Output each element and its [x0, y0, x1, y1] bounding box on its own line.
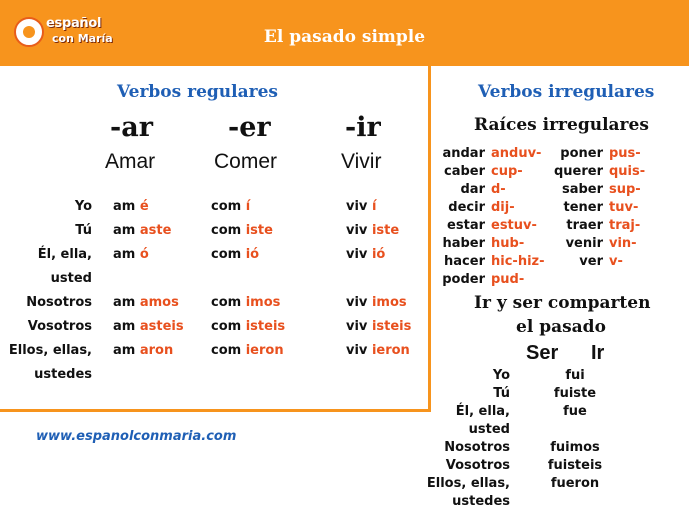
irr-inf-dar: dar: [460, 182, 485, 197]
header-bar: [0, 0, 689, 66]
logo-text-line2: con María: [52, 32, 113, 45]
irregular-roots-title: Raíces irregulares: [474, 115, 649, 135]
conj-amar-yo: am é: [113, 199, 149, 214]
conj-comer-el: com ió: [211, 247, 260, 262]
conj-vivir-vosotros: viv isteis: [346, 319, 412, 334]
irr-root-andar: anduv-: [491, 146, 542, 161]
pronoun-tu: Tú: [75, 223, 92, 238]
pronoun-ellos: Ellos, ellas,: [8, 343, 92, 358]
irr-inf-haber: haber: [442, 236, 485, 251]
irr-inf-saber: saber: [561, 182, 603, 197]
ser-pronoun-ellos: Ellos, ellas,: [426, 476, 510, 491]
pronoun-vosotros: Vosotros: [27, 319, 92, 334]
ending-ar: -ar: [110, 112, 153, 143]
irr-inf-hacer: hacer: [444, 254, 485, 269]
conj-amar-tu: am aste: [113, 223, 172, 238]
conj-comer-tu: com iste: [211, 223, 273, 238]
ending-er: -er: [228, 112, 271, 143]
conj-vivir-el: viv ió: [346, 247, 386, 262]
conj-vivir-yo: viv í: [346, 199, 377, 214]
page-title: El pasado simple: [263, 27, 426, 47]
conj-comer-ellos: com ieron: [211, 343, 284, 358]
ser-label: Ser: [526, 342, 559, 364]
irr-inf-traer: traer: [566, 218, 603, 233]
ir-label: Ir: [591, 342, 605, 364]
irr-inf-querer: querer: [553, 164, 603, 179]
verb-vivir: Vivir: [341, 150, 382, 173]
conj-comer-yo: com í: [211, 199, 251, 214]
irr-inf-andar: andar: [442, 146, 485, 161]
ser-form-tu: fuiste: [553, 386, 597, 401]
ser-pronoun-yo: Yo: [492, 368, 510, 383]
pronoun-yo: Yo: [74, 199, 92, 214]
irr-root-saber: sup-: [609, 182, 641, 197]
irr-inf-estar: estar: [447, 218, 485, 233]
conj-amar-vosotros: am asteis: [113, 319, 184, 334]
irregular-verbs-title: Verbos irregulares: [478, 82, 655, 102]
ser-form-nosotros: fuimos: [550, 440, 600, 455]
irr-root-ver: v-: [609, 254, 623, 269]
irr-root-decir: dij-: [491, 200, 515, 215]
regular-verbs-title: Verbos regulares: [117, 82, 278, 102]
ser-form-vosotros: fuisteis: [547, 458, 603, 473]
irr-root-traer: traj-: [609, 218, 641, 233]
conj-amar-ellos: am aron: [113, 343, 174, 358]
ser-pronoun-vosotros: Vosotros: [445, 458, 510, 473]
conj-comer-vosotros: com isteis: [211, 319, 286, 334]
conj-amar-el: am ó: [113, 247, 149, 262]
ser-pronoun-el: Él, ella,: [455, 404, 510, 419]
ending-ir: -ir: [345, 112, 381, 143]
ser-form-yo: fui: [565, 368, 585, 383]
conj-vivir-nosotros: viv imos: [346, 295, 407, 310]
ir-ser-title-line1: Ir y ser comparten: [474, 293, 651, 313]
conj-amar-nosotros: am amos: [113, 295, 179, 310]
irr-inf-tener: tener: [563, 200, 603, 215]
irr-root-estar: estuv-: [491, 218, 537, 233]
conj-vivir-tu: viv iste: [346, 223, 400, 238]
pronoun-usted: usted: [50, 271, 92, 286]
irr-root-haber: hub-: [491, 236, 525, 251]
conj-comer-nosotros: com imos: [211, 295, 281, 310]
logo-text-line1: español: [46, 16, 102, 31]
ser-form-ellos: fueron: [550, 476, 600, 491]
pronoun-nosotros: Nosotros: [26, 295, 92, 310]
ser-pronoun-usted: usted: [468, 422, 510, 437]
irr-root-caber: cup-: [491, 164, 523, 179]
irr-root-poner: pus-: [609, 146, 641, 161]
irr-inf-poder: poder: [442, 272, 485, 287]
irr-root-querer: quis-: [609, 164, 646, 179]
irr-root-hacer: hic-hiz-: [491, 254, 545, 269]
irr-inf-venir: venir: [565, 236, 603, 251]
verb-amar: Amar: [105, 150, 156, 173]
conj-vivir-ellos: viv ieron: [346, 343, 410, 358]
irr-inf-poner: poner: [560, 146, 603, 161]
website-link[interactable]: www.espanolconmaria.com: [36, 429, 237, 444]
pronoun-ustedes: ustedes: [34, 367, 92, 382]
irr-root-poder: pud-: [491, 272, 525, 287]
ser-pronoun-nosotros: Nosotros: [444, 440, 510, 455]
ser-pronoun-tu: Tú: [493, 386, 510, 401]
ser-pronoun-ustedes: ustedes: [452, 494, 510, 509]
verb-comer: Comer: [214, 150, 278, 173]
ir-ser-title-line2: el pasado: [516, 317, 606, 337]
irr-inf-ver: ver: [579, 254, 603, 269]
pronoun-el: Él, ella,: [37, 247, 92, 262]
irr-inf-decir: decir: [448, 200, 485, 215]
ser-form-el: fue: [563, 404, 587, 419]
irr-root-tener: tuv-: [609, 200, 639, 215]
irr-root-venir: vin-: [609, 236, 637, 251]
irr-inf-caber: caber: [443, 164, 485, 179]
irr-root-dar: d-: [491, 182, 506, 197]
